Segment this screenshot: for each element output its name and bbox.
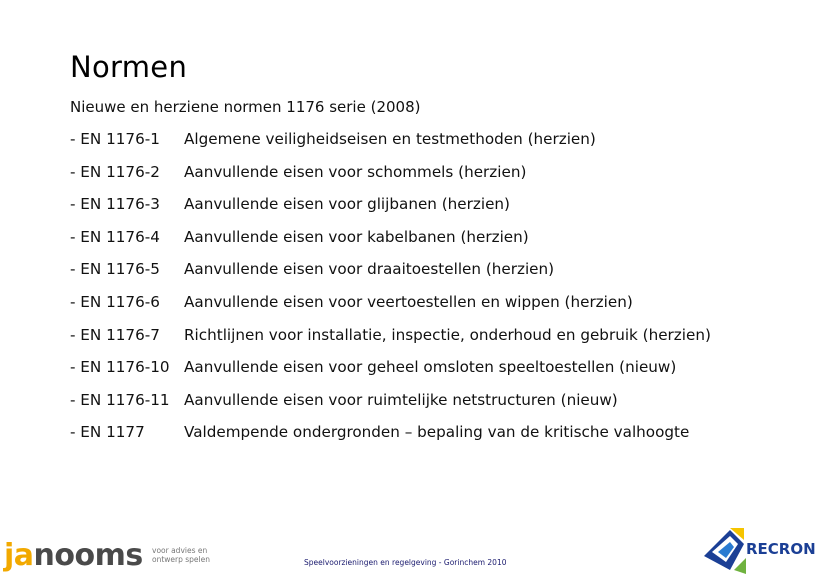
norm-code: - EN 1176-6	[70, 292, 160, 311]
norm-code: - EN 1176-4	[70, 227, 160, 246]
norm-description: Valdempende ondergronden – bepaling van de kritische valhoogte	[184, 423, 690, 442]
norm-row	[70, 130, 810, 163]
norm-description: Aanvullende eisen voor glijbanen (herzien)	[184, 195, 510, 214]
janooms-logo	[4, 536, 143, 576]
norm-description: Aanvullende eisen voor veertoestellen en wippen (herzien)	[184, 292, 633, 311]
norm-code: - EN 1176-2	[70, 162, 160, 181]
janooms-tagline	[152, 546, 210, 564]
tagline-line-1: voor advies en	[152, 546, 208, 555]
norm-row	[70, 163, 810, 196]
norm-code: - EN 1176-5	[70, 260, 160, 279]
norm-row	[70, 358, 810, 391]
norm-description: Aanvullende eisen voor draaitoestellen (herzien)	[184, 260, 555, 279]
norm-code: - EN 1176-10	[70, 358, 170, 377]
norm-description: Richtlijnen voor installatie, inspectie, onderhoud en gebruik (herzien)	[184, 325, 711, 344]
recron-logo-text: RECRON	[746, 540, 816, 558]
norm-row	[70, 228, 810, 261]
norm-code: - EN 1176-1	[70, 130, 160, 148]
norm-row	[70, 260, 810, 293]
norm-row	[70, 326, 810, 359]
norm-code: - EN 1176-7	[70, 325, 160, 344]
norm-code: - EN 1176-11	[70, 390, 170, 409]
norm-row	[70, 195, 810, 228]
norm-description: Aanvullende eisen voor schommels (herzien)	[184, 162, 527, 181]
footer-caption: Speelvoorzieningen en regelgeving - Gorinchem 2010	[304, 558, 507, 567]
norm-row	[70, 423, 810, 456]
slide-title: Normen	[70, 50, 188, 84]
norm-row	[70, 391, 810, 424]
norm-code: - EN 1177	[70, 423, 145, 442]
norm-description: Aanvullende eisen voor geheel omsloten speeltoestellen (nieuw)	[184, 358, 677, 377]
janooms-logo-ja: ja	[4, 538, 34, 573]
norm-list	[70, 130, 810, 456]
norm-description: Aanvullende eisen voor kabelbanen (herzien)	[184, 227, 529, 246]
norm-description: Algemene veiligheidseisen en testmethoden (herzien)	[184, 130, 596, 148]
norm-description: Aanvullende eisen voor ruimtelijke netstructuren (nieuw)	[184, 390, 618, 409]
norm-row	[70, 293, 810, 326]
tagline-line-2: ontwerp spelen	[152, 555, 210, 564]
janooms-logo-rest: nooms	[33, 538, 143, 573]
slide-subtitle: Nieuwe en herziene normen 1176 serie (2008)	[70, 98, 421, 116]
norm-code: - EN 1176-3	[70, 195, 160, 214]
